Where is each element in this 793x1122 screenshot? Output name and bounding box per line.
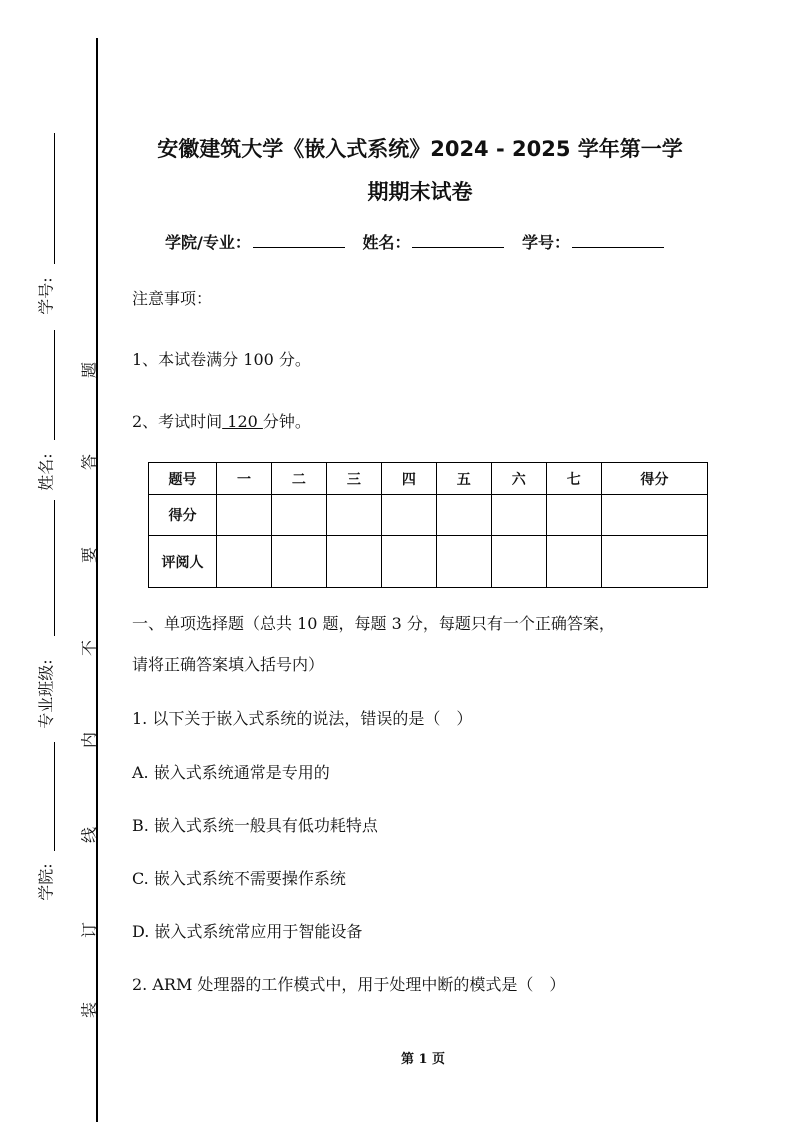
table-header-row	[149, 463, 708, 495]
note-item-1: 1、本试卷满分 100 分。	[132, 350, 311, 369]
warning-char: 线	[79, 826, 99, 844]
warning-char: 题	[79, 361, 99, 379]
score-cell[interactable]	[381, 495, 436, 536]
table-header: 五	[436, 463, 491, 495]
grader-cell[interactable]	[601, 536, 707, 588]
name-blank[interactable]	[412, 233, 504, 248]
score-table	[148, 462, 708, 588]
section-heading-cont: 请将正确答案填入括号内）	[132, 655, 325, 674]
score-cell[interactable]	[601, 495, 707, 536]
table-header: 题号	[149, 463, 217, 495]
grader-cell[interactable]	[326, 536, 381, 588]
note-text: 分钟。	[262, 412, 311, 431]
row-label: 评阅人	[149, 536, 217, 588]
table-header: 二	[271, 463, 326, 495]
option-d: D. 嵌入式系统常应用于智能设备	[132, 922, 363, 941]
student-info-line	[165, 230, 676, 253]
field-line-major	[54, 500, 55, 636]
section-heading: 一、单项选择题（总共 10 题，每题 3 分，每题只有一个正确答案，	[132, 614, 615, 633]
score-cell[interactable]	[491, 495, 546, 536]
question-1: 1. 以下关于嵌入式系统的说法，错误的是（ ）	[132, 709, 473, 728]
table-row	[149, 536, 708, 588]
score-cell[interactable]	[271, 495, 326, 536]
field-label-id: 学号:	[36, 277, 56, 315]
grader-cell[interactable]	[271, 536, 326, 588]
table-header: 三	[326, 463, 381, 495]
field-label-major: 专业班级:	[36, 659, 56, 729]
field-line-college	[54, 742, 55, 851]
field-label-name: 姓名:	[36, 453, 56, 491]
exam-duration: 120	[222, 412, 263, 431]
table-header: 六	[491, 463, 546, 495]
table-row	[149, 495, 708, 536]
college-blank[interactable]	[253, 233, 345, 248]
note-item-2	[132, 409, 311, 432]
grader-cell[interactable]	[546, 536, 601, 588]
grader-cell[interactable]	[217, 536, 272, 588]
question-2: 2. ARM 处理器的工作模式中，用于处理中断的模式是（ ）	[132, 975, 566, 994]
warning-char: 装	[79, 1001, 99, 1019]
field-line-name	[54, 330, 55, 440]
page-number: 第 1 页	[400, 1052, 446, 1067]
option-c: C. 嵌入式系统不需要操作系统	[132, 869, 346, 888]
score-cell[interactable]	[546, 495, 601, 536]
id-blank[interactable]	[572, 233, 664, 248]
row-label: 得分	[149, 495, 217, 536]
warning-char: 不	[79, 639, 99, 657]
option-b: B. 嵌入式系统一般具有低功耗特点	[132, 816, 378, 835]
grader-cell[interactable]	[436, 536, 491, 588]
field-label-college: 学院:	[36, 863, 56, 901]
grader-cell[interactable]	[381, 536, 436, 588]
option-a: A. 嵌入式系统通常是专用的	[132, 763, 330, 782]
table-header: 四	[381, 463, 436, 495]
grader-cell[interactable]	[491, 536, 546, 588]
warning-char: 答	[79, 453, 99, 471]
table-header: 七	[546, 463, 601, 495]
table-header: 一	[217, 463, 272, 495]
notes-heading: 注意事项：	[132, 289, 213, 308]
score-cell[interactable]	[326, 495, 381, 536]
binding-line	[96, 38, 98, 1122]
score-cell[interactable]	[436, 495, 491, 536]
id-label: 学号：	[522, 233, 571, 252]
note-text: 2、考试时间	[132, 412, 223, 431]
exam-title-cont: 期期末试卷	[367, 180, 473, 204]
table-header: 得分	[601, 463, 707, 495]
college-label: 学院/专业：	[165, 233, 251, 252]
warning-char: 订	[79, 921, 99, 939]
warning-char: 要	[79, 546, 99, 564]
name-label: 姓名：	[362, 233, 411, 252]
warning-char: 内	[79, 731, 99, 749]
score-cell[interactable]	[217, 495, 272, 536]
field-line-id	[54, 133, 55, 264]
exam-title: 安徽建筑大学《嵌入式系统》2024 - 2025 学年第一学	[157, 137, 683, 161]
